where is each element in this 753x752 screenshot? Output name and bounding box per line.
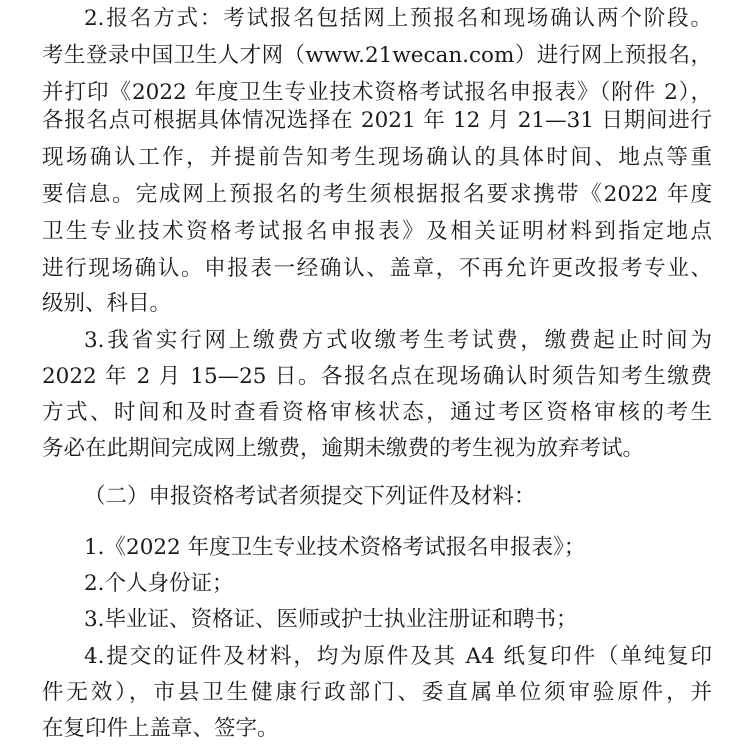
text-line: 2.个人身份证； bbox=[84, 571, 234, 596]
text-line: 要信息。完成网上预报名的考生须根据报名要求携带《2022 年度 bbox=[42, 182, 712, 207]
text-line: 2.报名方式：考试报名包括网上预报名和现场确认两个阶段。 bbox=[84, 6, 712, 31]
text-line: 件无效），市县卫生健康行政部门、委直属单位须审验原件，并 bbox=[42, 680, 712, 705]
text-line: 务必在此期间完成网上缴费，逾期未缴费的考生视为放弃考试。 bbox=[42, 436, 645, 461]
text-line: 并打印《2022 年度卫生专业技术资格考试报名申报表》（附件 2）， bbox=[42, 80, 712, 105]
text-line: 2022 年 2 月 15—25 日。各报名点在现场确认时须告知考生缴费 bbox=[42, 364, 712, 389]
text-line: 考生登录中国卫生人才网（www.21wecan.com）进行网上预报名， bbox=[42, 43, 712, 68]
text-line: 各报名点可根据具体情况选择在 2021 年 12 月 21—31 日期间进行 bbox=[42, 108, 712, 133]
text-line: 方式、时间和及时查看资格审核状态，通过考区资格审核的考生 bbox=[42, 400, 712, 425]
text-line: 3.我省实行网上缴费方式收缴考生考试费，缴费起止时间为 bbox=[84, 328, 712, 353]
text-line: （二）申报资格考试者须提交下列证件及材料： bbox=[84, 484, 536, 509]
text-line: 1.《2022 年度卫生专业技术资格考试报名申报表》； bbox=[84, 535, 586, 560]
text-line: 3.毕业证、资格证、医师或护士执业注册证和聘书； bbox=[84, 607, 578, 632]
text-line: 级别、科目。 bbox=[42, 291, 172, 316]
text-line: 在复印件上盖章、签字。 bbox=[42, 716, 279, 741]
text-line: 4.提交的证件及材料，均为原件及其 A4 纸复印件（单纯复印 bbox=[84, 644, 712, 669]
text-line: 进行现场确认。申报表一经确认、盖章，不再允许更改报考专业、 bbox=[42, 256, 712, 281]
text-line: 现场确认工作，并提前告知考生现场确认的具体时间、地点等重 bbox=[42, 145, 712, 170]
text-line: 卫生专业技术资格考试报名申报表》及相关证明材料到指定地点 bbox=[42, 219, 712, 244]
